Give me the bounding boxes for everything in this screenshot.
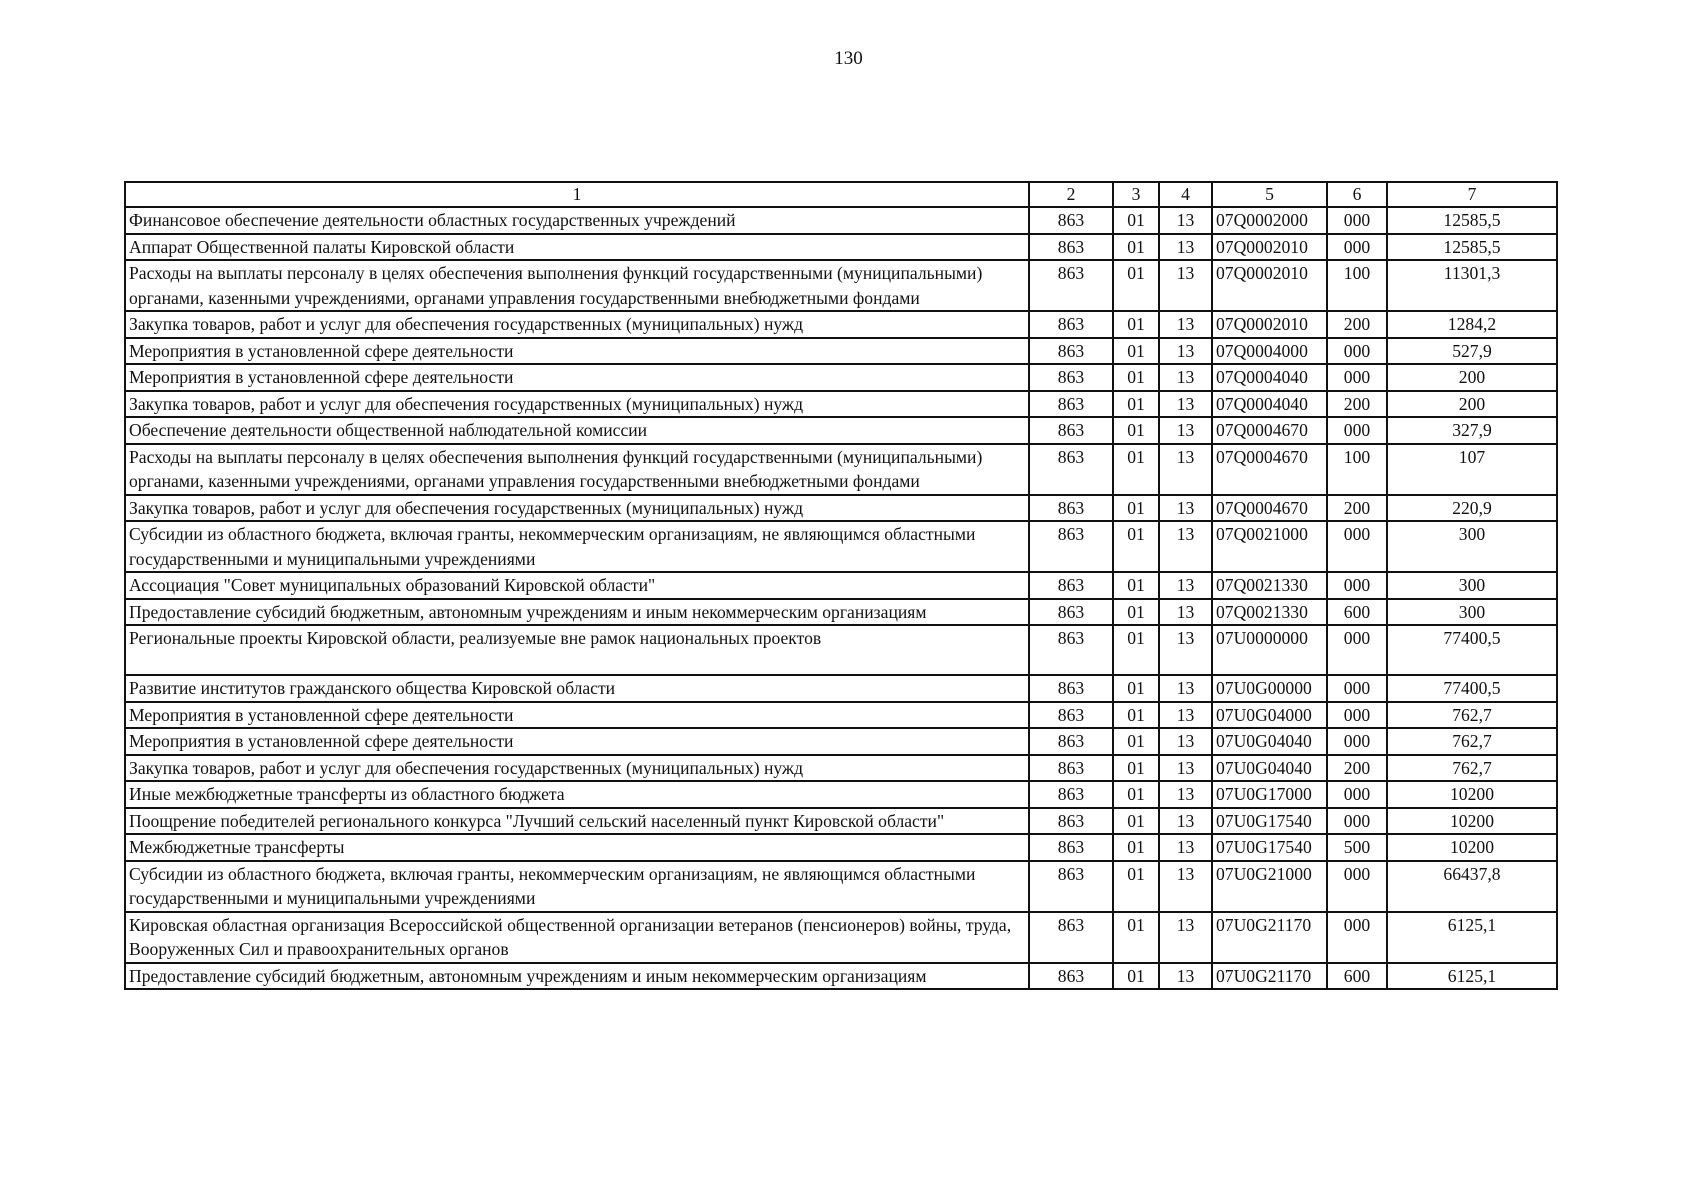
row-col-2-cell: 863 bbox=[1029, 417, 1113, 444]
row-col-5-cell: 07Q0004040 bbox=[1212, 364, 1327, 391]
row-col-6-cell: 200 bbox=[1327, 311, 1387, 338]
row-col-5-cell: 07Q0004040 bbox=[1212, 391, 1327, 418]
row-name-cell: Ассоциация "Совет муниципальных образований Кировской области" bbox=[125, 572, 1029, 599]
row-col-3-cell: 01 bbox=[1113, 391, 1159, 418]
table-body bbox=[125, 207, 1557, 989]
row-col-2-cell: 863 bbox=[1029, 572, 1113, 599]
row-col-6-cell: 100 bbox=[1327, 260, 1387, 311]
row-col-5-cell: 07U0G17540 bbox=[1212, 834, 1327, 861]
table-row bbox=[125, 808, 1557, 835]
row-col-3-cell: 01 bbox=[1113, 572, 1159, 599]
row-col-6-cell: 000 bbox=[1327, 234, 1387, 261]
row-col-3-cell: 01 bbox=[1113, 338, 1159, 365]
row-col-4-cell: 13 bbox=[1159, 521, 1212, 572]
row-col-2-cell: 863 bbox=[1029, 675, 1113, 702]
row-col-5-cell: 07U0G04040 bbox=[1212, 728, 1327, 755]
row-name-cell: Мероприятия в установленной сфере деятельности bbox=[125, 338, 1029, 365]
row-col-4-cell: 13 bbox=[1159, 207, 1212, 234]
row-col-6-cell: 000 bbox=[1327, 338, 1387, 365]
row-col-4-cell: 13 bbox=[1159, 912, 1212, 963]
row-col-7-cell: 200 bbox=[1387, 391, 1557, 418]
row-col-7-cell: 107 bbox=[1387, 444, 1557, 495]
row-col-2-cell: 863 bbox=[1029, 521, 1113, 572]
row-col-5-cell: 07Q0002010 bbox=[1212, 311, 1327, 338]
table-row bbox=[125, 912, 1557, 963]
row-name-cell: Региональные проекты Кировской области, реализуемые вне рамок национальных проектов bbox=[125, 625, 1029, 675]
row-col-6-cell: 000 bbox=[1327, 521, 1387, 572]
row-col-7-cell: 300 bbox=[1387, 599, 1557, 626]
row-col-3-cell: 01 bbox=[1113, 207, 1159, 234]
table-row bbox=[125, 599, 1557, 626]
row-col-6-cell: 600 bbox=[1327, 599, 1387, 626]
row-col-4-cell: 13 bbox=[1159, 808, 1212, 835]
row-col-7-cell: 77400,5 bbox=[1387, 625, 1557, 675]
row-col-2-cell: 863 bbox=[1029, 834, 1113, 861]
row-col-7-cell: 300 bbox=[1387, 572, 1557, 599]
row-col-5-cell: 07Q0002010 bbox=[1212, 234, 1327, 261]
row-col-6-cell: 000 bbox=[1327, 364, 1387, 391]
row-col-5-cell: 07Q0021330 bbox=[1212, 599, 1327, 626]
table-row bbox=[125, 728, 1557, 755]
row-col-6-cell: 000 bbox=[1327, 728, 1387, 755]
table-row bbox=[125, 834, 1557, 861]
page-number: 130 bbox=[834, 48, 863, 69]
row-col-4-cell: 13 bbox=[1159, 495, 1212, 522]
row-col-3-cell: 01 bbox=[1113, 599, 1159, 626]
row-col-5-cell: 07U0G21000 bbox=[1212, 861, 1327, 912]
header-col-7: 7 bbox=[1387, 182, 1557, 207]
row-name-cell: Субсидии из областного бюджета, включая гранты, некоммерческим организациям, не являющимся областными государственными и муниципальными учреждениями bbox=[125, 521, 1029, 572]
table-row bbox=[125, 861, 1557, 912]
row-col-3-cell: 01 bbox=[1113, 963, 1159, 990]
row-col-6-cell: 600 bbox=[1327, 963, 1387, 990]
header-col-6: 6 bbox=[1327, 182, 1387, 207]
row-col-7-cell: 200 bbox=[1387, 364, 1557, 391]
row-col-7-cell: 6125,1 bbox=[1387, 912, 1557, 963]
row-name-cell: Аппарат Общественной палаты Кировской области bbox=[125, 234, 1029, 261]
row-col-4-cell: 13 bbox=[1159, 417, 1212, 444]
row-col-7-cell: 527,9 bbox=[1387, 338, 1557, 365]
row-col-2-cell: 863 bbox=[1029, 391, 1113, 418]
row-col-5-cell: 07U0G00000 bbox=[1212, 675, 1327, 702]
row-col-3-cell: 01 bbox=[1113, 521, 1159, 572]
row-col-5-cell: 07Q0021330 bbox=[1212, 572, 1327, 599]
row-col-7-cell: 10200 bbox=[1387, 781, 1557, 808]
header-col-1: 1 bbox=[125, 182, 1029, 207]
row-col-4-cell: 13 bbox=[1159, 311, 1212, 338]
header-col-3: 3 bbox=[1113, 182, 1159, 207]
row-col-4-cell: 13 bbox=[1159, 702, 1212, 729]
row-col-7-cell: 77400,5 bbox=[1387, 675, 1557, 702]
row-name-cell: Субсидии из областного бюджета, включая гранты, некоммерческим организациям, не являющимся областными государственными и муниципальными учреждениями bbox=[125, 861, 1029, 912]
row-col-4-cell: 13 bbox=[1159, 675, 1212, 702]
row-col-2-cell: 863 bbox=[1029, 912, 1113, 963]
row-name-cell: Закупка товаров, работ и услуг для обеспечения государственных (муниципальных) нужд bbox=[125, 391, 1029, 418]
header-col-5: 5 bbox=[1212, 182, 1327, 207]
row-col-3-cell: 01 bbox=[1113, 311, 1159, 338]
row-col-3-cell: 01 bbox=[1113, 625, 1159, 675]
row-col-2-cell: 863 bbox=[1029, 781, 1113, 808]
row-col-2-cell: 863 bbox=[1029, 364, 1113, 391]
row-col-2-cell: 863 bbox=[1029, 444, 1113, 495]
row-name-cell: Расходы на выплаты персоналу в целях обеспечения выполнения функций государственными (муниципальными) органами, казенными учреждениями, органами управления государственными внебюджетными фондами bbox=[125, 260, 1029, 311]
row-col-4-cell: 13 bbox=[1159, 963, 1212, 990]
row-col-3-cell: 01 bbox=[1113, 675, 1159, 702]
row-col-6-cell: 000 bbox=[1327, 207, 1387, 234]
header-row bbox=[125, 182, 1557, 207]
row-col-7-cell: 1284,2 bbox=[1387, 311, 1557, 338]
row-col-7-cell: 12585,5 bbox=[1387, 234, 1557, 261]
row-col-5-cell: 07Q0004000 bbox=[1212, 338, 1327, 365]
table-row bbox=[125, 260, 1557, 311]
row-col-3-cell: 01 bbox=[1113, 444, 1159, 495]
row-col-5-cell: 07Q0002010 bbox=[1212, 260, 1327, 311]
row-col-3-cell: 01 bbox=[1113, 417, 1159, 444]
row-col-2-cell: 863 bbox=[1029, 702, 1113, 729]
row-name-cell: Мероприятия в установленной сфере деятельности bbox=[125, 702, 1029, 729]
row-col-3-cell: 01 bbox=[1113, 781, 1159, 808]
row-name-cell: Мероприятия в установленной сфере деятельности bbox=[125, 364, 1029, 391]
row-col-3-cell: 01 bbox=[1113, 702, 1159, 729]
row-col-3-cell: 01 bbox=[1113, 912, 1159, 963]
row-name-cell: Поощрение победителей регионального конкурса "Лучший сельский населенный пункт Кировской области" bbox=[125, 808, 1029, 835]
row-col-5-cell: 07U0G17540 bbox=[1212, 808, 1327, 835]
row-col-7-cell: 762,7 bbox=[1387, 728, 1557, 755]
row-col-7-cell: 6125,1 bbox=[1387, 963, 1557, 990]
row-col-4-cell: 13 bbox=[1159, 234, 1212, 261]
row-col-7-cell: 10200 bbox=[1387, 834, 1557, 861]
row-name-cell: Закупка товаров, работ и услуг для обеспечения государственных (муниципальных) нужд bbox=[125, 495, 1029, 522]
row-col-5-cell: 07U0G17000 bbox=[1212, 781, 1327, 808]
table-row bbox=[125, 781, 1557, 808]
row-col-7-cell: 327,9 bbox=[1387, 417, 1557, 444]
row-col-6-cell: 500 bbox=[1327, 834, 1387, 861]
row-col-3-cell: 01 bbox=[1113, 728, 1159, 755]
row-name-cell: Иные межбюджетные трансферты из областного бюджета bbox=[125, 781, 1029, 808]
row-col-6-cell: 200 bbox=[1327, 391, 1387, 418]
row-col-2-cell: 863 bbox=[1029, 808, 1113, 835]
row-col-5-cell: 07Q0021000 bbox=[1212, 521, 1327, 572]
table-row bbox=[125, 755, 1557, 782]
row-col-5-cell: 07U0G04000 bbox=[1212, 702, 1327, 729]
row-col-5-cell: 07U0G04040 bbox=[1212, 755, 1327, 782]
row-col-3-cell: 01 bbox=[1113, 260, 1159, 311]
table-row bbox=[125, 234, 1557, 261]
row-col-6-cell: 000 bbox=[1327, 572, 1387, 599]
row-col-4-cell: 13 bbox=[1159, 444, 1212, 495]
row-col-4-cell: 13 bbox=[1159, 781, 1212, 808]
row-name-cell: Мероприятия в установленной сфере деятельности bbox=[125, 728, 1029, 755]
table-row bbox=[125, 625, 1557, 675]
row-col-6-cell: 000 bbox=[1327, 861, 1387, 912]
header-col-4: 4 bbox=[1159, 182, 1212, 207]
row-col-2-cell: 863 bbox=[1029, 861, 1113, 912]
row-col-4-cell: 13 bbox=[1159, 834, 1212, 861]
table-row bbox=[125, 675, 1557, 702]
row-col-4-cell: 13 bbox=[1159, 755, 1212, 782]
row-col-7-cell: 762,7 bbox=[1387, 755, 1557, 782]
row-col-4-cell: 13 bbox=[1159, 364, 1212, 391]
row-col-4-cell: 13 bbox=[1159, 338, 1212, 365]
row-col-7-cell: 12585,5 bbox=[1387, 207, 1557, 234]
row-col-7-cell: 300 bbox=[1387, 521, 1557, 572]
table-row bbox=[125, 364, 1557, 391]
row-col-4-cell: 13 bbox=[1159, 260, 1212, 311]
row-col-4-cell: 13 bbox=[1159, 861, 1212, 912]
row-col-2-cell: 863 bbox=[1029, 260, 1113, 311]
row-col-7-cell: 66437,8 bbox=[1387, 861, 1557, 912]
row-col-7-cell: 10200 bbox=[1387, 808, 1557, 835]
row-col-6-cell: 000 bbox=[1327, 912, 1387, 963]
row-col-2-cell: 863 bbox=[1029, 495, 1113, 522]
row-col-6-cell: 000 bbox=[1327, 625, 1387, 675]
table-row bbox=[125, 417, 1557, 444]
row-col-4-cell: 13 bbox=[1159, 391, 1212, 418]
row-col-6-cell: 000 bbox=[1327, 417, 1387, 444]
row-col-6-cell: 000 bbox=[1327, 702, 1387, 729]
row-name-cell: Предоставление субсидий бюджетным, автономным учреждениям и иным некоммерческим организациям bbox=[125, 963, 1029, 990]
row-col-4-cell: 13 bbox=[1159, 572, 1212, 599]
row-col-2-cell: 863 bbox=[1029, 311, 1113, 338]
row-col-2-cell: 863 bbox=[1029, 625, 1113, 675]
row-col-3-cell: 01 bbox=[1113, 755, 1159, 782]
header-col-2: 2 bbox=[1029, 182, 1113, 207]
row-col-4-cell: 13 bbox=[1159, 625, 1212, 675]
row-col-3-cell: 01 bbox=[1113, 808, 1159, 835]
row-name-cell: Закупка товаров, работ и услуг для обеспечения государственных (муниципальных) нужд bbox=[125, 311, 1029, 338]
row-col-6-cell: 000 bbox=[1327, 781, 1387, 808]
row-name-cell: Финансовое обеспечение деятельности областных государственных учреждений bbox=[125, 207, 1029, 234]
table-row bbox=[125, 444, 1557, 495]
row-name-cell: Обеспечение деятельности общественной наблюдательной комиссии bbox=[125, 417, 1029, 444]
row-col-2-cell: 863 bbox=[1029, 338, 1113, 365]
row-col-4-cell: 13 bbox=[1159, 728, 1212, 755]
row-col-5-cell: 07Q0002000 bbox=[1212, 207, 1327, 234]
row-col-3-cell: 01 bbox=[1113, 364, 1159, 391]
row-col-6-cell: 200 bbox=[1327, 495, 1387, 522]
row-col-6-cell: 000 bbox=[1327, 675, 1387, 702]
budget-table bbox=[124, 181, 1558, 990]
table-row bbox=[125, 207, 1557, 234]
row-col-3-cell: 01 bbox=[1113, 834, 1159, 861]
row-col-7-cell: 220,9 bbox=[1387, 495, 1557, 522]
row-col-2-cell: 863 bbox=[1029, 207, 1113, 234]
row-name-cell: Предоставление субсидий бюджетным, автономным учреждениям и иным некоммерческим организациям bbox=[125, 599, 1029, 626]
row-col-3-cell: 01 bbox=[1113, 861, 1159, 912]
row-name-cell: Развитие институтов гражданского общества Кировской области bbox=[125, 675, 1029, 702]
row-col-5-cell: 07Q0004670 bbox=[1212, 444, 1327, 495]
row-col-6-cell: 200 bbox=[1327, 755, 1387, 782]
row-name-cell: Закупка товаров, работ и услуг для обеспечения государственных (муниципальных) нужд bbox=[125, 755, 1029, 782]
row-col-3-cell: 01 bbox=[1113, 234, 1159, 261]
table-row bbox=[125, 311, 1557, 338]
row-col-7-cell: 11301,3 bbox=[1387, 260, 1557, 311]
row-name-cell: Кировская областная организация Всероссийской общественной организации ветеранов (пенсионеров) войны, труда, Вооруженных Сил и правоохранительных органов bbox=[125, 912, 1029, 963]
row-col-2-cell: 863 bbox=[1029, 599, 1113, 626]
row-col-5-cell: 07Q0004670 bbox=[1212, 495, 1327, 522]
row-name-cell: Расходы на выплаты персоналу в целях обеспечения выполнения функций государственными (муниципальными) органами, казенными учреждениями, органами управления государственными внебюджетными фондами bbox=[125, 444, 1029, 495]
row-col-2-cell: 863 bbox=[1029, 963, 1113, 990]
table-row bbox=[125, 521, 1557, 572]
table-row bbox=[125, 572, 1557, 599]
row-col-5-cell: 07U0G21170 bbox=[1212, 912, 1327, 963]
row-col-3-cell: 01 bbox=[1113, 495, 1159, 522]
table-row bbox=[125, 702, 1557, 729]
table-row bbox=[125, 338, 1557, 365]
row-col-2-cell: 863 bbox=[1029, 234, 1113, 261]
table-row bbox=[125, 391, 1557, 418]
row-col-5-cell: 07U0000000 bbox=[1212, 625, 1327, 675]
row-col-6-cell: 100 bbox=[1327, 444, 1387, 495]
table-row bbox=[125, 963, 1557, 990]
row-col-7-cell: 762,7 bbox=[1387, 702, 1557, 729]
row-col-4-cell: 13 bbox=[1159, 599, 1212, 626]
table-row bbox=[125, 495, 1557, 522]
row-col-5-cell: 07Q0004670 bbox=[1212, 417, 1327, 444]
row-name-cell: Межбюджетные трансферты bbox=[125, 834, 1029, 861]
row-col-6-cell: 000 bbox=[1327, 808, 1387, 835]
row-col-5-cell: 07U0G21170 bbox=[1212, 963, 1327, 990]
row-col-2-cell: 863 bbox=[1029, 728, 1113, 755]
row-col-2-cell: 863 bbox=[1029, 755, 1113, 782]
